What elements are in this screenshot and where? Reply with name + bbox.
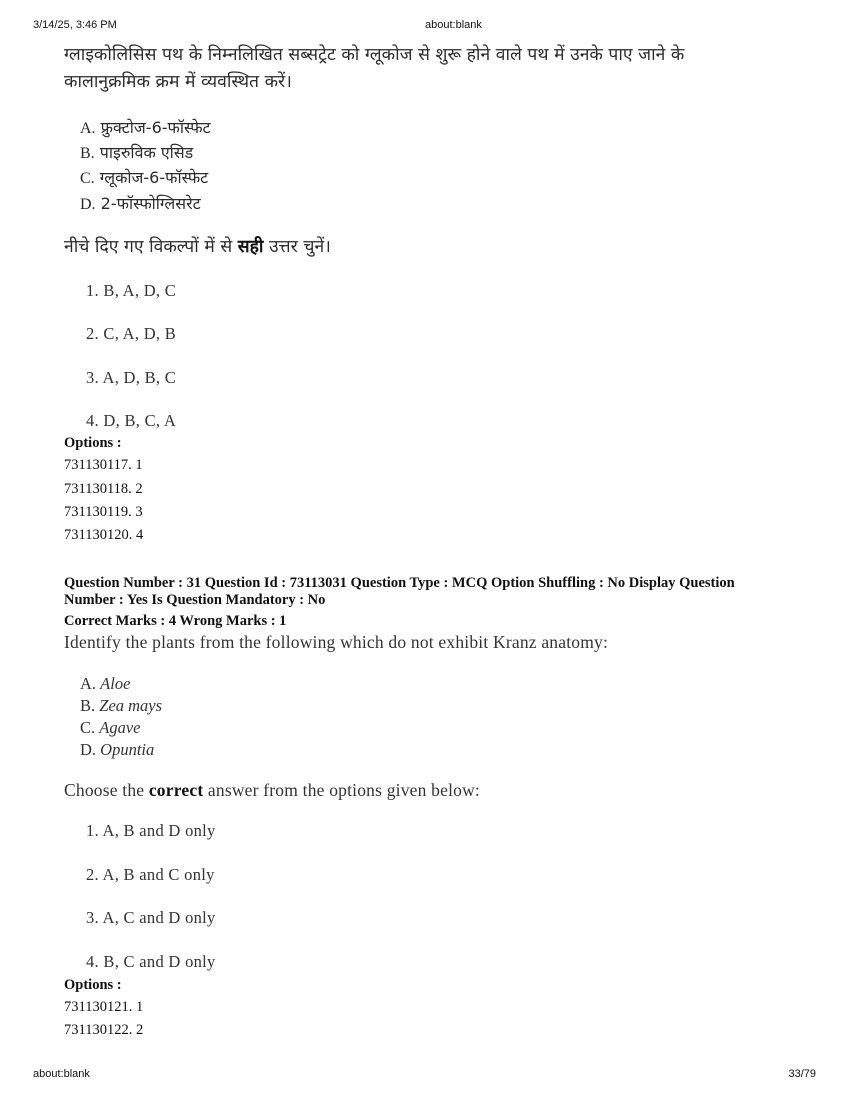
instruction-prefix: नीचे दिए गए विकल्पों में से (64, 237, 238, 257)
question-meta-line-1: Question Number : 31 Question Id : 73113031 Question Type : MCQ Option Shuffling : No Display Question (64, 575, 735, 591)
hindi-question-line-2: कालानुक्रमिक क्रम में व्यवस्थित करें। (64, 72, 292, 92)
hindi-choice-2: 2. C, A, D, B (86, 324, 177, 343)
question-choice-3: 3. A, C and D only (86, 908, 216, 927)
hindi-item-b (80, 141, 193, 163)
hindi-item-a (80, 116, 211, 138)
print-header-url: about:blank (425, 19, 482, 31)
item-text: 2-फॉस्फोग्लिसरेट (100, 194, 201, 213)
instruction-emphasis: सही (237, 237, 264, 257)
item-text: Zea mays (99, 696, 163, 715)
item-text: पाइरुविक एसिड (99, 143, 194, 162)
hindi-item-c (80, 166, 208, 188)
question-item-a (80, 674, 130, 694)
item-text: Agave (99, 718, 141, 737)
question-choice-1: 1. A, B and D only (86, 821, 216, 840)
option-id: 731130120. 4 (64, 527, 144, 543)
hindi-item-d (80, 192, 201, 214)
print-footer-url: about:blank (33, 1068, 90, 1080)
item-letter: A. (80, 674, 97, 693)
question-choice-4: 4. B, C and D only (86, 952, 216, 971)
option-id: 731130119. 3 (64, 504, 143, 520)
item-text: फ्रुक्टोज-6-फॉस्फेट (100, 118, 211, 137)
question-choice-2: 2. A, B and C only (86, 865, 215, 884)
question-marks: Correct Marks : 4 Wrong Marks : 1 (64, 613, 287, 629)
hindi-choice-4: 4. D, B, C, A (86, 411, 177, 430)
print-header-datetime: 3/14/25, 3:46 PM (33, 19, 117, 31)
item-text: Opuntia (100, 740, 155, 759)
option-id: 731130118. 2 (64, 481, 143, 497)
item-letter: C. (80, 170, 95, 187)
option-id: 731130122. 2 (64, 1022, 144, 1038)
item-letter: A. (80, 120, 96, 137)
item-letter: C. (80, 718, 96, 737)
item-letter: B. (80, 696, 96, 715)
option-id: 731130121. 1 (64, 999, 144, 1015)
instruction-suffix: उत्तर चुनें। (263, 237, 331, 257)
hindi-choice-3: 3. A, D, B, C (86, 368, 177, 387)
question-instruction (64, 780, 480, 801)
question-meta-line-2: Number : Yes Is Question Mandatory : No (64, 592, 326, 608)
options-label: Options : (64, 977, 122, 993)
item-letter: D. (80, 740, 97, 759)
option-id: 731130117. 1 (64, 457, 143, 473)
item-letter: B. (80, 145, 95, 162)
instruction-suffix: answer from the options given below: (203, 780, 480, 800)
instruction-prefix: Choose the (64, 780, 149, 800)
question-item-d (80, 740, 154, 760)
hindi-question-line-1: ग्लाइकोलिसिस पथ के निम्नलिखित सब्सट्रेट को ग्लूकोज से शुरू होने वाले पथ में उनके पाए जाने के (64, 45, 685, 65)
print-footer-page-number: 33/79 (788, 1068, 816, 1080)
instruction-emphasis: correct (148, 780, 204, 800)
question-item-b (80, 696, 162, 716)
question-item-c (80, 718, 141, 738)
item-text: ग्लूकोज-6-फॉस्फेट (99, 168, 209, 187)
item-text: Aloe (100, 674, 131, 693)
question-text: Identify the plants from the following which do not exhibit Kranz anatomy: (64, 632, 609, 652)
item-letter: D. (80, 196, 96, 213)
hindi-instruction (64, 234, 784, 261)
options-label: Options : (64, 435, 122, 451)
hindi-choice-1: 1. B, A, D, C (86, 281, 177, 300)
